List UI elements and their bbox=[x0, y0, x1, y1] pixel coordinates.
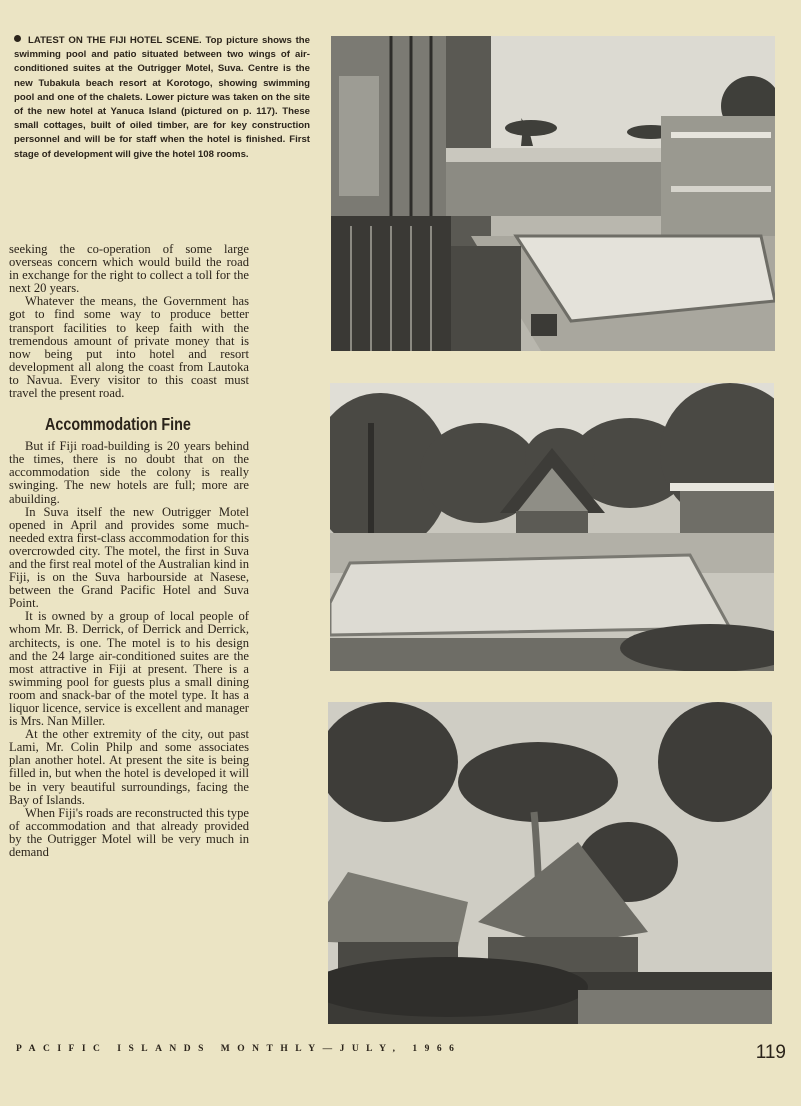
caption-lead: LATEST ON THE FIJI HOTEL SCENE. bbox=[28, 35, 202, 46]
article-paragraph: When Fiji's roads are reconstructed this type of accommodation and that already provided by the Outrigger Motel will be very much in demand bbox=[9, 805, 249, 860]
article-paragraph: But if Fiji road-building is 20 years behind the times, there is no doubt that on the accommodation side the colony is really swinging. The new hotels are full; more are abuilding. bbox=[9, 439, 249, 506]
photo-yanuca-cottages bbox=[328, 702, 772, 1024]
page-footer bbox=[16, 1042, 786, 1066]
magazine-footer: PACIFIC ISLANDS MONTHLY—JULY, 1966 bbox=[16, 1044, 462, 1054]
photo-caption bbox=[14, 34, 310, 162]
article-paragraph: In Suva itself the new Outrigger Motel opened in April and provides some much-needed extra first-class accommodation for this overcrowded city. The motel, the first in Suva and the first real motel of the Australian kind in Fiji, is on the Suva harbourside at Nasese, between the Grand Pacific Hotel and Suva Point. bbox=[9, 504, 249, 611]
photo-motel-pool bbox=[331, 36, 775, 351]
caption-text: Top picture shows the swimming pool and patio situated between two wings of air-conditioned suites at the Outrigger Motel, Suva. Centre is the new Tubakula beach resort at Korotogo, showing swimming pool and one of the chalets. Lower picture was taken on the site of the new hotel at Yanuca Island (pictured on p. 117). These small cottages, built of oiled timber, are for key construction personnel and will be for staff when the hotel is finished. First stage of development will give the hotel 108 rooms. bbox=[14, 35, 310, 160]
page-number: 119 bbox=[755, 1042, 786, 1063]
article-paragraph: seeking the co-operation of some large overseas concern which would build the road in exchange for the right to collect a toll for the next 20 years. bbox=[9, 242, 249, 296]
article-paragraph: At the other extremity of the city, out past Lami, Mr. Colin Philp and some associates plan another hotel. At present the site is being filled in, but when the hotel is developed it will be in very beautiful surroundings, facing the Bay of Islands. bbox=[9, 727, 249, 807]
photo-tubakula-resort bbox=[330, 383, 774, 671]
section-heading: Accommodation Fine bbox=[45, 414, 191, 435]
article-paragraph: Whatever the means, the Government has got to find some way to produce better transport facilities to keep faith with the tremendous amount of private money that is now being put into hotel and resort development all along the coast from Lautoka to Navua. Every visitor to this coast must travel the present road. bbox=[9, 294, 249, 401]
article-paragraph: It is owned by a group of local people of whom Mr. B. Derrick, of Derrick and Derrick, architects, is one. The motel is to his design and the 24 large air-conditioned suites are the most attractive in Fiji at present. There is a swimming pool for guests plus a small dining room and snack-bar of the motel type. It has a liquor licence, service is excellent and manager is Mrs. Nan Miller. bbox=[9, 609, 249, 729]
bullet-icon bbox=[14, 35, 21, 42]
article-column bbox=[9, 243, 249, 859]
